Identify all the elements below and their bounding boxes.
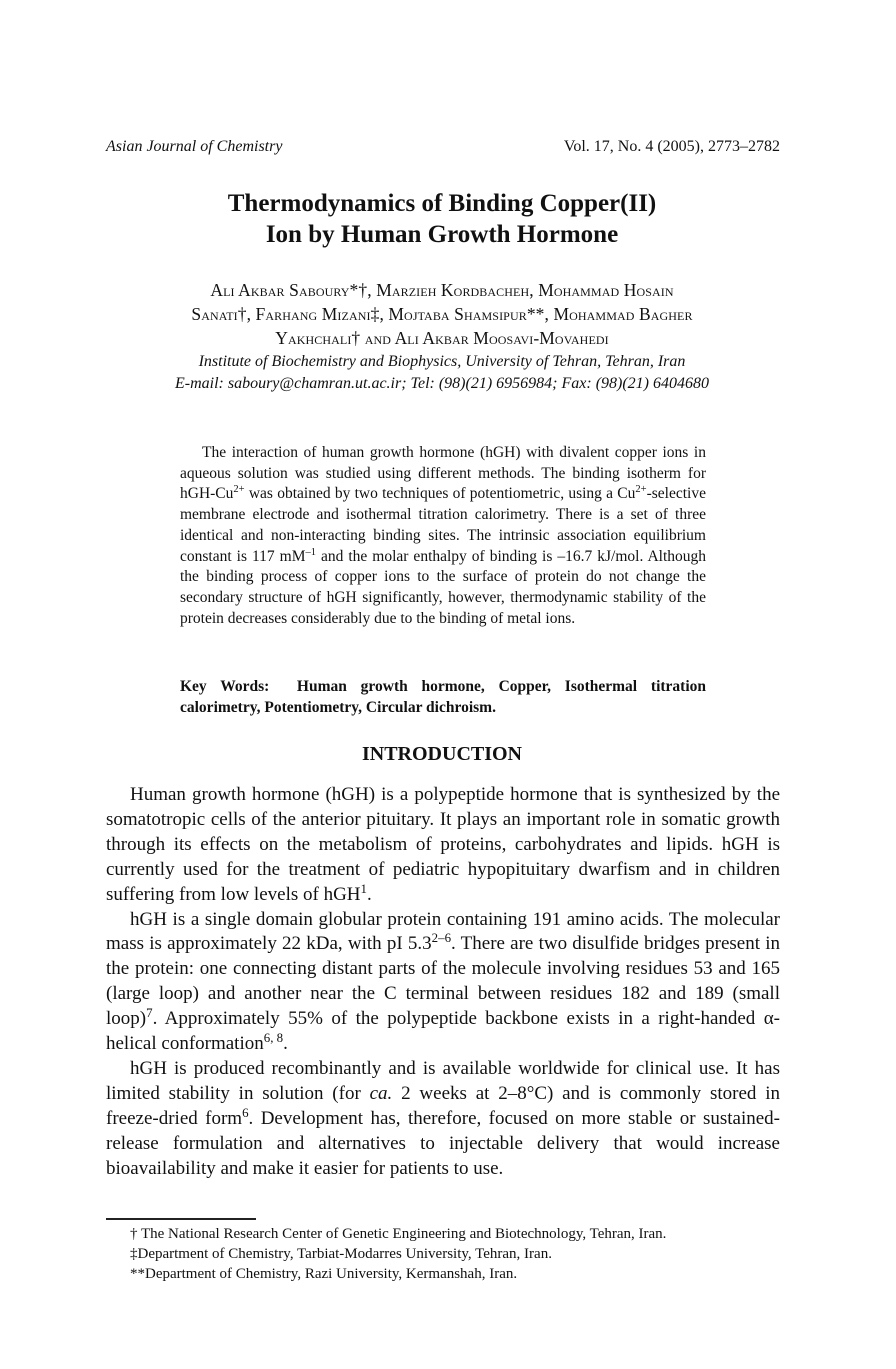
institute-line: Institute of Biochemistry and Biophysics, University of Tehran, Tehran, Iran xyxy=(198,353,686,370)
section-heading-introduction: INTRODUCTION xyxy=(361,743,523,765)
abstract-superscript-2: 2+ xyxy=(635,484,647,496)
intro-paragraph-1 xyxy=(106,783,780,908)
intro-p2-text-a: hGH is a single domain globular protein containing 191 amino acids. The molecular mass is approximately 22 kDa, with pI 5.3 xyxy=(106,908,780,955)
paper-title xyxy=(0,188,884,250)
abstract-text-3: -selective membrane electrode and isothermal titration calorimetry. There is a set of three identical and non-interacting binding sites. The intrinsic association equilibrium constant is 117 mM xyxy=(180,485,706,565)
journal-name: Asian Journal of Chemistry xyxy=(106,138,283,155)
abstract-text-2: was obtained by two techniques of potentiometric, using a Cu xyxy=(244,485,636,503)
journal-citation: Vol. 17, No. 4 (2005), 2773–2782 xyxy=(563,138,780,155)
intro-p3-text-b: 2 weeks at 2–8°C) and is commonly stored in freeze-dried form xyxy=(106,1082,780,1129)
abstract-superscript-3: –1 xyxy=(305,546,317,558)
abstract-text-4: and the molar enthalpy of binding is –16.7 kJ/mol. Although the binding process of copper ions to the surface of protein do not change the secondary structure of hGH significantly, however, thermodynamic stability of the protein decreases considerably due to the binding of metal ions. xyxy=(180,547,707,627)
intro-p3-text-c: . Development has, therefore, focused on more stable or sustained-release formulation and alternatives to injectable delivery that would increase bioavailability and make it easier for patients to use. xyxy=(106,1107,780,1179)
authors-line-3: Yakhchali† and Ali Akbar Moosavi-Movahedi xyxy=(275,328,609,348)
keywords xyxy=(180,676,706,718)
intro-p2-text-c: . Approximately 55% of the polypeptide backbone exists in a right-handed α-helical conformation xyxy=(106,1008,780,1055)
authors-line-1: Ali Akbar Saboury*†, Marzieh Kordbacheh, Mohammad Hosain xyxy=(210,280,674,300)
abstract-paragraph xyxy=(180,443,706,629)
title-line-2: Ion by Human Growth Hormone xyxy=(265,221,619,248)
author-list xyxy=(100,278,784,350)
footnote-2: ‡Department of Chemistry, Tarbiat-Modarres University, Tehran, Iran. xyxy=(130,1246,552,1262)
intro-p1-text: Human growth hormone (hGH) is a polypeptide hormone that is synthesized by the somatotropic cells of the anterior pituitary. It plays an important role in somatic growth through its effects on the metabolism of proteins, carbohydrates and lipids. hGH is currently used for the treatment of pediatric hypopituitary dwarfism and in children suffering from low levels of hGH xyxy=(106,784,780,905)
contact-line: E-mail: saboury@chamran.ut.ac.ir; Tel: (98)(21) 6956984; Fax: (98)(21) 6404680 xyxy=(174,375,710,392)
footnote-divider xyxy=(106,1218,256,1220)
abstract-superscript-1: 2+ xyxy=(233,484,245,496)
intro-p1-end: . xyxy=(366,883,372,905)
title-line-1: Thermodynamics of Binding Copper(II) xyxy=(227,190,657,217)
abstract-text-1: The interaction of human growth hormone (hGH) with divalent copper ions in aqueous solution was studied using different methods. The binding isotherm for hGH-Cu xyxy=(180,444,706,503)
footnotes xyxy=(130,1224,790,1284)
authors-line-2: Sanati†, Farhang Mizani‡, Mojtaba Shamsipur**, Mohammad Bagher xyxy=(191,304,693,324)
introduction-body xyxy=(106,783,780,1182)
citation-ref: 7 xyxy=(146,1005,153,1021)
intro-p3-text-a: hGH is produced recombinantly and is available worldwide for clinical use. It has limited stability in solution (for xyxy=(106,1057,780,1104)
intro-paragraph-2 xyxy=(106,908,780,1057)
citation-ref: 6, 8 xyxy=(263,1029,284,1045)
citation-ref: 6 xyxy=(242,1104,249,1120)
keywords-text: Human growth hormone, Copper, Isothermal titration calorimetry, Potentiometry, Circular dichroism. xyxy=(180,678,707,716)
footnote-1: † The National Research Center of Genetic Engineering and Biotechnology, Tehran, Iran. xyxy=(130,1226,667,1242)
intro-paragraph-3 xyxy=(106,1057,780,1182)
intro-p3-italic: ca. xyxy=(369,1082,393,1104)
affiliation-block xyxy=(100,351,784,395)
footnote-3: **Department of Chemistry, Razi University, Kermanshah, Iran. xyxy=(130,1266,518,1282)
intro-p2-text-b: . There are two disulfide bridges present in the protein: one connecting distant parts of the molecule involving residues 53 and 165 (large loop) and another near the C terminal between residues 182 and 189 (small loop) xyxy=(106,933,780,1030)
citation-ref: 2–6 xyxy=(431,930,452,946)
abstract xyxy=(180,443,706,629)
intro-p2-text-d: . xyxy=(283,1033,288,1055)
citation-ref: 1 xyxy=(360,880,367,896)
keywords-label: Key Words: xyxy=(180,678,270,695)
